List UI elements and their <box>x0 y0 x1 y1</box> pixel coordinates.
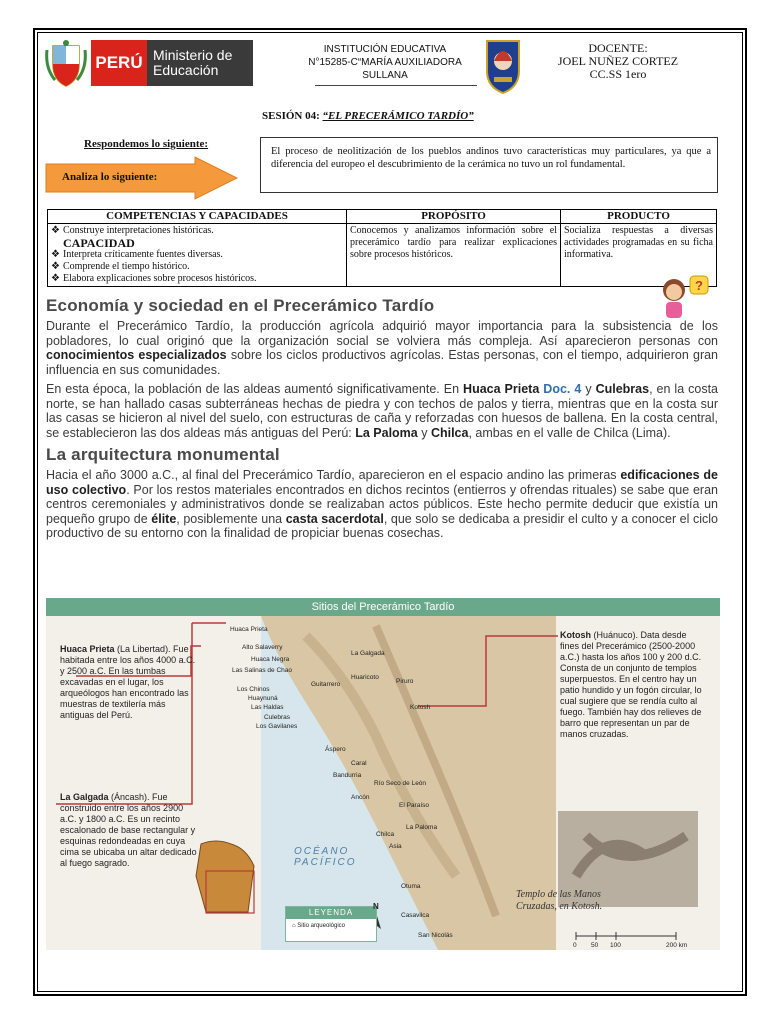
site-label: Casavilca <box>401 912 430 919</box>
prompt-text-box: El proceso de neolitización de los pueblos andinos tuvo características muy particulares, ya que a diferencia del europeo el descubrimiento de la cerámica no tuvo un rol fundamental. <box>260 137 718 193</box>
site-label: El Paraíso <box>399 802 429 809</box>
ministry-label: Ministerio de Educación <box>147 40 253 86</box>
paragraph: En esta época, la población de las aldeas aumentó significativamente. En Huaca Prieta Doc. 4 y Culebras, en la costa norte, se han hallado casas subterráneas hechas de piedra y con techos de palos y tierra, mientras que en la costa sur las casas se hicieron al nivel del suelo, con estructuras de caña y reforzadas con huesos de ballena. En la costa central, se establecieron las dos aldeas más antiguas del Perú: La Paloma y Chilca, ambas en el valle de Chilca (Lima). <box>46 382 719 440</box>
site-label: Bandurria <box>333 772 362 779</box>
site-label: Huaca Negra <box>251 656 290 663</box>
legend-item: ⌂ Sitio arqueológico <box>292 923 345 929</box>
site-marker-icon: ⌂ <box>292 923 298 929</box>
list-item: ❖ Interpreta críticamente fuentes diversas. <box>51 249 223 260</box>
north-arrow-label: N <box>373 902 379 911</box>
scale-tick: 50 <box>591 942 599 949</box>
institution-rule <box>315 85 477 86</box>
peru-label: PERÚ <box>91 40 147 86</box>
section-economy <box>46 296 718 541</box>
session-label: SESIÓN 04: <box>262 110 320 122</box>
table-header: PROPÓSITO <box>347 210 561 224</box>
list-item: ❖ Comprende el tiempo histórico. <box>51 261 190 272</box>
site-label: Huaca Prieta <box>230 626 268 633</box>
site-label: Caral <box>351 760 367 767</box>
photo-caption: Templo de las Manos Cruzadas, en Kotosh. <box>516 889 603 912</box>
scale-tick: 200 km <box>666 942 688 949</box>
site-label: San Nicolás <box>418 932 453 939</box>
school-crest-icon <box>484 37 522 95</box>
teacher-block <box>548 42 688 81</box>
site-label: Asia <box>389 843 402 850</box>
site-label: Chilca <box>376 831 395 838</box>
list-item: ❖ Elabora explicaciones sobre procesos históricos. <box>51 273 257 284</box>
site-label: Guitarrero <box>311 681 341 688</box>
site-label: La Galgada <box>351 650 385 657</box>
scale-tick: 100 <box>610 942 621 949</box>
ministry-logo <box>45 40 257 88</box>
product-cell: Socializa respuestas a diversas actividades programadas en su ficha informativa. <box>561 224 717 287</box>
site-label: Huaricoto <box>351 674 379 681</box>
bullet-icon: ❖ <box>51 225 60 236</box>
site-label: Piruro <box>396 678 414 685</box>
map-legend <box>285 906 377 942</box>
analyze-label: Analiza lo siguiente: <box>62 171 158 183</box>
site-label: Kotosh <box>410 704 431 711</box>
institution-block <box>300 43 470 82</box>
teacher-line-2: JOEL NUÑEZ CORTEZ <box>557 54 679 68</box>
table-header-row <box>48 210 717 224</box>
site-label: Los Chinos <box>237 686 270 693</box>
heading-architecture: La arquitectura monumental <box>46 445 280 464</box>
table-row <box>48 224 717 287</box>
site-label: Ancón <box>351 794 370 801</box>
huaca-prieta-note: Huaca Prieta (La Libertad). Fue habitada entre los años 4000 a.C. y 2500 a.C. En las tumbas excavadas en el lugar, los arqueólogos han encontrado las muestras de textilería más antiguas del Perú. <box>60 644 196 720</box>
bullet-icon: ❖ <box>51 261 60 272</box>
site-label: Culebras <box>264 714 291 721</box>
site-label: La Paloma <box>406 824 438 831</box>
competencies-table <box>47 209 717 287</box>
la-galgada-note: La Galgada (Áncash). Fue construido entre los años 2900 a.C. y 1800 a.C. Es un recinto escalonado de base rectangular y esquinas redondeadas en cuya cima se ubicaba un altar dedicado al fuego sagrado. <box>60 792 197 868</box>
site-label: Las Haldas <box>251 704 284 711</box>
site-label: Los Gavilanes <box>256 723 298 730</box>
bullet-icon: ❖ <box>51 273 60 284</box>
table-header: PRODUCTO <box>561 210 717 224</box>
institution-line-1: INSTITUCIÓN EDUCATIVA <box>323 44 447 55</box>
site-label: Río Seco de León <box>374 780 427 787</box>
institution-line-3: SULLANA <box>362 70 408 81</box>
peru-shield-icon <box>45 40 87 88</box>
table-header: COMPETENCIAS Y CAPACIDADES <box>48 210 347 224</box>
site-label: Áspero <box>325 746 346 753</box>
heading-economy: Economía y sociedad en el Precerámico Tardío <box>46 296 435 315</box>
site-label: Otuma <box>401 883 421 890</box>
map-title: Sitios del Precerámico Tardío <box>46 598 720 616</box>
site-label: Las Salinas de Chao <box>232 667 292 674</box>
teacher-line-3: CC.SS 1ero <box>589 67 647 81</box>
session-title <box>262 110 474 122</box>
institution-line-2: N°15285-C“MARÍA AUXILIADORA <box>308 57 462 68</box>
paragraph: Durante el Precerámico Tardío, la producción agrícola adquirió mayor importancia para la subsistencia de los pobladores, lo cual originó que la organización social se volviera más compleja. Así aparecieron personas con conocimientos especializados sobre los ciclos productivos agrícolas. Estas personas, con el tiempo, adquirieron gran influencia en sus comunidades. <box>46 319 719 377</box>
teacher-line-1: DOCENTE: <box>588 41 648 55</box>
bullet-icon: ❖ <box>51 249 60 260</box>
kotosh-note: Kotosh (Huánuco). Data desde fines del Precerámico (2500-2000 a.C.) hasta los años 100 y 200 d.C. Consta de un conjunto de templos superpuestos. En el centro hay un patio hundido y un fogón circular, lo cual sugiere que se rendía culto al fuego. También hay dos relieves de barro que representan un par de manos cruzadas. <box>560 630 702 739</box>
respond-label: Respondemos lo siguiente: <box>84 138 209 150</box>
legend-title: LEYENDA <box>286 907 376 919</box>
site-label: Alto Salaverry <box>242 644 283 651</box>
capacity-label: CAPACIDAD <box>63 236 135 250</box>
paragraph: Hacia el año 3000 a.C., al final del Precerámico Tardío, aparecieron en el espacio andino las primeras edificaciones de uso colectivo. Por los restos materiales encontrados en dichos recintos (entierros y ofrendas rituales) se sabe que eran centros ceremoniales y administrativos donde se realizaban actos públicos. Este hecho permite deducir que existía un pequeño grupo de élite, posiblemente una casta sacerdotal, que solo se dedicaba a presidir el culto y a conocer el ciclo productivo de su entorno con la finalidad de propiciar buenas cosechas. <box>46 468 718 540</box>
purpose-cell: Conocemos y analizamos información sobre el precerámico tardío para realizar explicaciones sobre procesos históricos. <box>347 224 561 287</box>
scale-tick: 0 <box>573 942 577 949</box>
list-item: ❖ Construye interpretaciones históricas. <box>51 225 214 236</box>
svg-text:?: ? <box>695 278 703 293</box>
session-name: “EL PRECERÁMICO TARDÍO” <box>322 110 474 122</box>
competency-cell <box>48 224 347 287</box>
ocean-label: OCÉANO PACÍFICO <box>294 846 357 868</box>
site-label: Huaynuná <box>248 695 278 702</box>
